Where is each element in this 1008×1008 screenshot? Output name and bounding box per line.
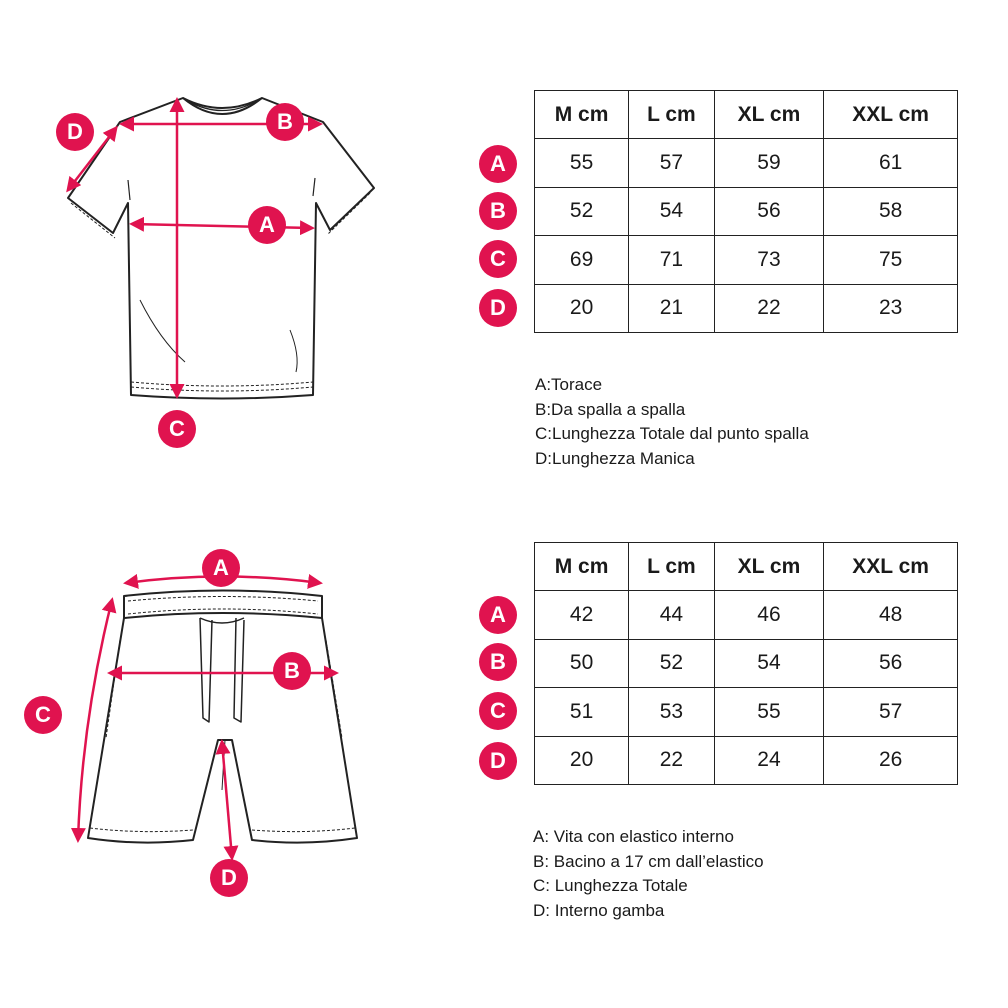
tshirt-legend: [535, 373, 809, 471]
table-cell: 57: [824, 688, 958, 737]
table-cell: 22: [714, 284, 824, 333]
legend-item: A: Vita con elastico interno: [533, 827, 734, 846]
table-cell: 24: [714, 736, 824, 785]
shorts-row-badge-b: B: [479, 643, 517, 681]
legend-item: D: Interno gamba: [533, 900, 665, 920]
column-header: L cm: [629, 543, 714, 591]
legend-item: C:Lunghezza Totale dal punto spalla: [535, 424, 809, 443]
legend-item: B: Bacino a 17 cm dall’elastico: [533, 851, 764, 871]
table-cell: 44: [629, 591, 714, 640]
column-header: XL cm: [714, 543, 824, 591]
tshirt-row-badge-d: D: [479, 289, 517, 327]
shorts-size-table: [534, 542, 958, 785]
shorts-measure-lines: [78, 577, 336, 859]
table-cell: 21: [629, 284, 714, 333]
tshirt-outline: [68, 98, 374, 399]
shorts-badge-c: C: [24, 696, 62, 734]
legend-item: C: Lunghezza Totale: [533, 876, 688, 895]
table-row: [535, 591, 958, 640]
table-cell: 48: [824, 591, 958, 640]
table-cell: 52: [629, 639, 714, 688]
table-row: [535, 688, 958, 737]
legend-item: B:Da spalla a spalla: [535, 399, 686, 419]
table-cell: 26: [824, 736, 958, 785]
table-cell: 71: [629, 236, 714, 285]
table-cell: 56: [824, 639, 958, 688]
table-cell: 59: [714, 139, 824, 188]
shorts-outline: [88, 591, 357, 843]
tshirt-size-table: [534, 90, 958, 333]
tshirt-row-badge-b: B: [479, 192, 517, 230]
column-header: L cm: [629, 91, 714, 139]
table-cell: 46: [714, 591, 824, 640]
tshirt-row-badge-c: C: [479, 240, 517, 278]
column-header: M cm: [535, 543, 629, 591]
shorts-row-badge-c: C: [479, 692, 517, 730]
column-header: XXL cm: [824, 91, 958, 139]
table-header-row: [535, 91, 958, 139]
table-cell: 75: [824, 236, 958, 285]
tshirt-badge-c: C: [158, 410, 196, 448]
table-cell: 61: [824, 139, 958, 188]
table-cell: 58: [824, 187, 958, 236]
table-cell: 56: [714, 187, 824, 236]
legend-item: D:Lunghezza Manica: [535, 448, 695, 468]
table-cell: 53: [629, 688, 714, 737]
table-cell: 73: [714, 236, 824, 285]
table-cell: 20: [535, 284, 629, 333]
table-cell: 20: [535, 736, 629, 785]
table-row: [535, 139, 958, 188]
legend-item: A:Torace: [535, 375, 603, 394]
table-row: [535, 736, 958, 785]
table-cell: 23: [824, 284, 958, 333]
table-cell: 69: [535, 236, 629, 285]
table-row: [535, 236, 958, 285]
shorts-legend: [533, 825, 764, 923]
table-row: [535, 639, 958, 688]
tshirt-badge-a: A: [248, 206, 286, 244]
table-cell: 57: [629, 139, 714, 188]
table-cell: 51: [535, 688, 629, 737]
table-header-row: [535, 543, 958, 591]
column-header: XXL cm: [824, 543, 958, 591]
table-cell: 50: [535, 639, 629, 688]
tshirt-badge-d: D: [56, 113, 94, 151]
table-cell: 55: [535, 139, 629, 188]
table-row: [535, 187, 958, 236]
shorts-row-badge-d: D: [479, 742, 517, 780]
table-cell: 52: [535, 187, 629, 236]
shorts-badge-d: D: [210, 859, 248, 897]
shorts-row-badge-a: A: [479, 596, 517, 634]
table-row: [535, 284, 958, 333]
table-cell: 42: [535, 591, 629, 640]
column-header: XL cm: [714, 91, 824, 139]
table-cell: 22: [629, 736, 714, 785]
tshirt-badge-b: B: [266, 103, 304, 141]
shorts-badge-a: A: [202, 549, 240, 587]
table-cell: 54: [629, 187, 714, 236]
shorts-badge-b: B: [273, 652, 311, 690]
column-header: M cm: [535, 91, 629, 139]
table-cell: 54: [714, 639, 824, 688]
table-cell: 55: [714, 688, 824, 737]
tshirt-row-badge-a: A: [479, 145, 517, 183]
